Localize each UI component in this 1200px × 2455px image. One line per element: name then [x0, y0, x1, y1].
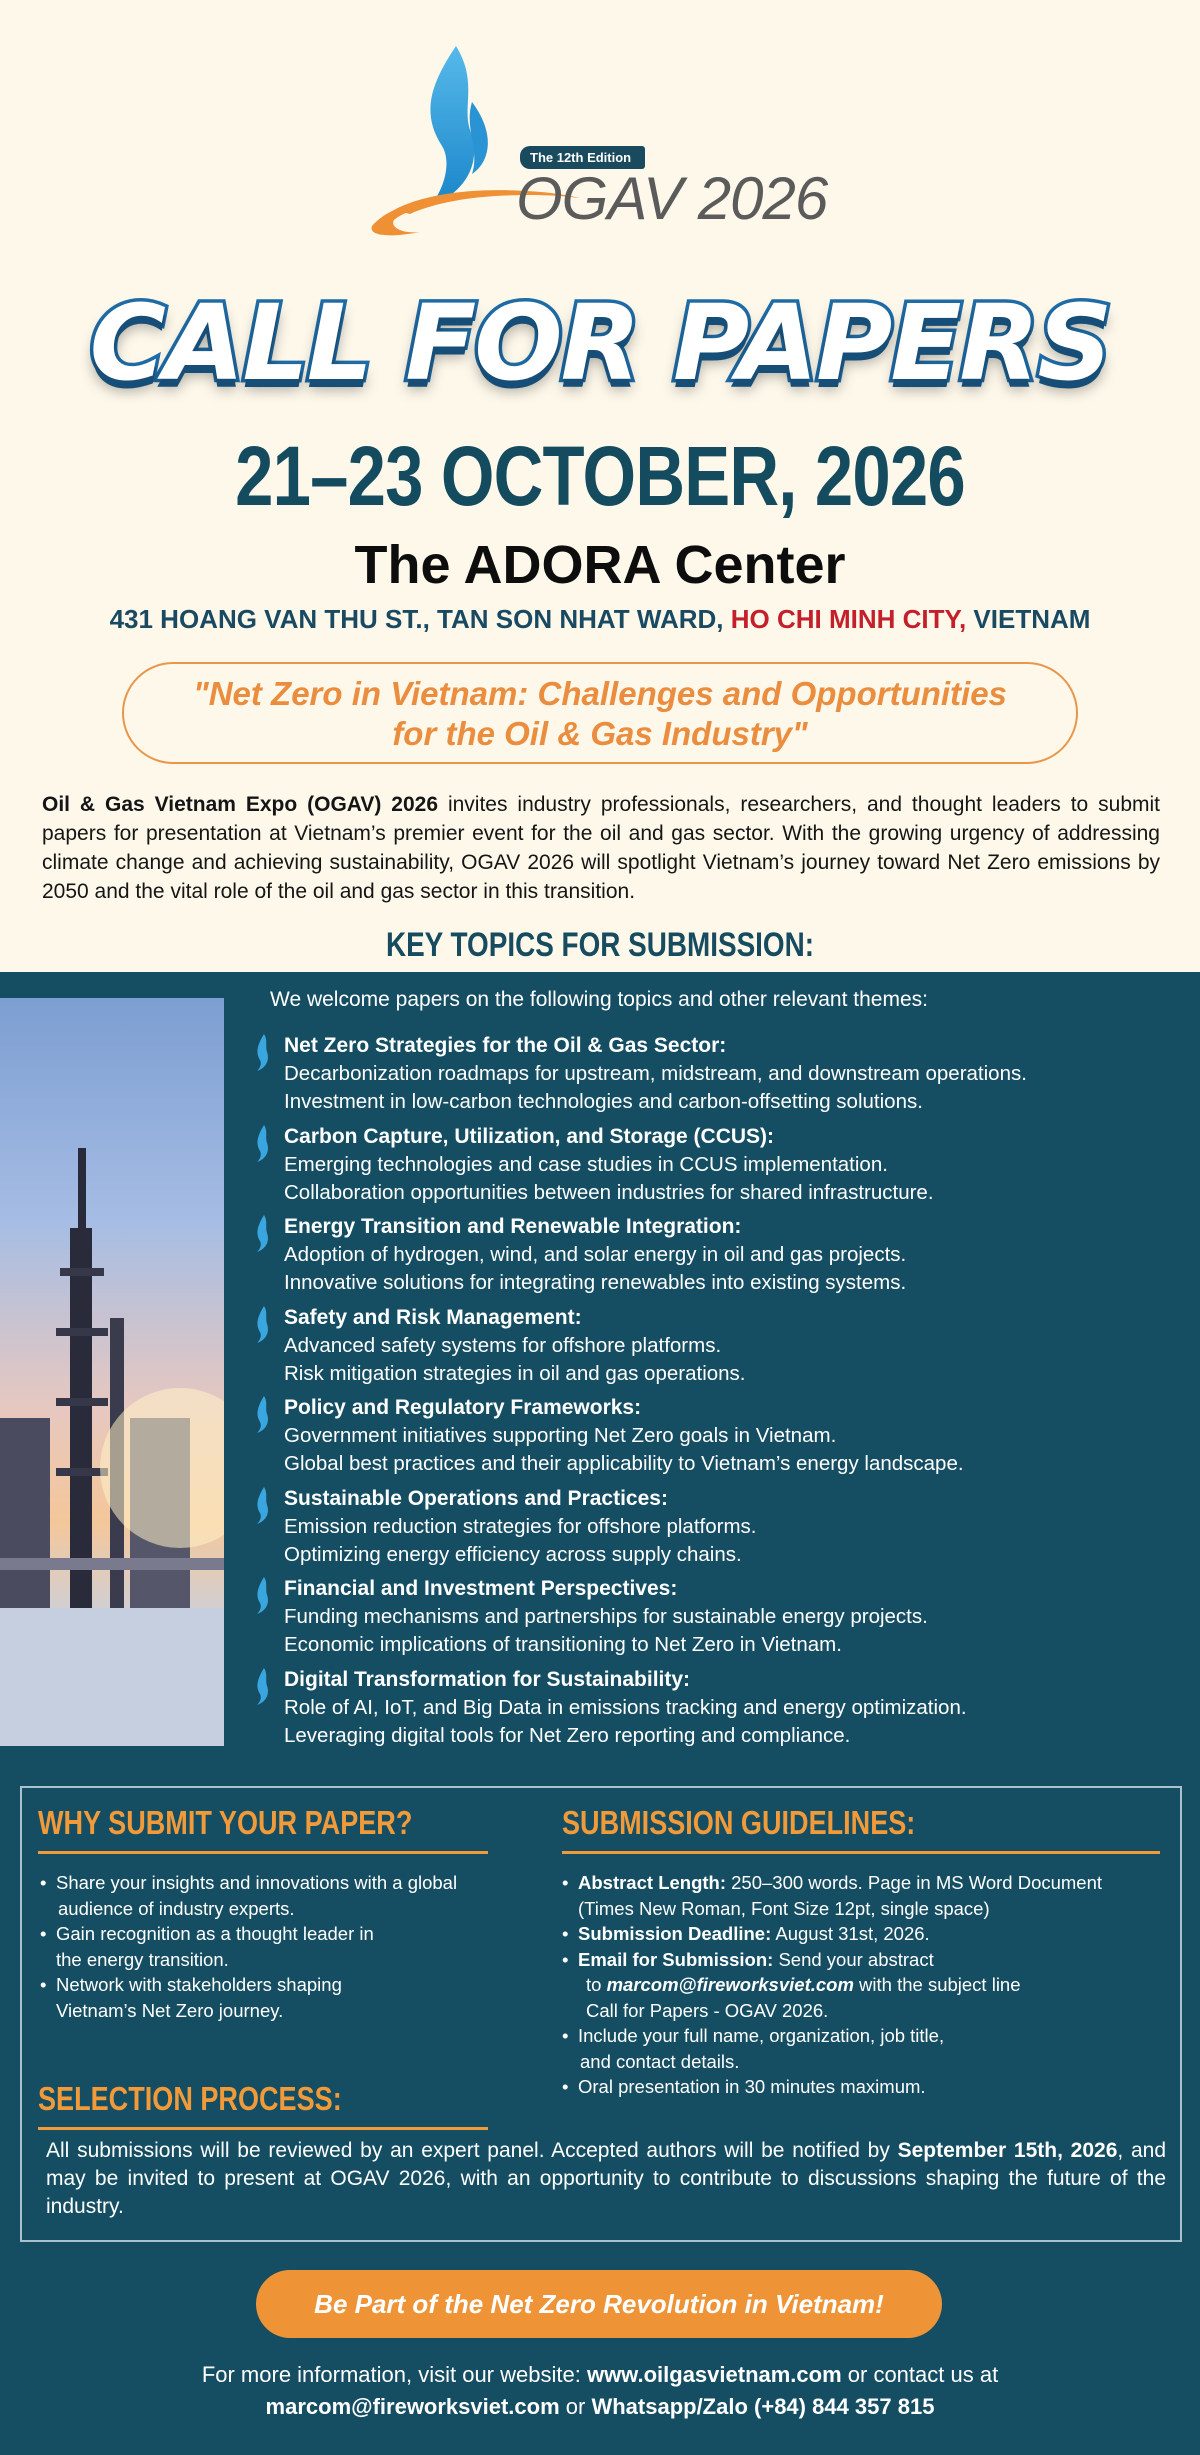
whatsapp-contact[interactable]: Whatsapp/Zalo (+84) 844 357 815 [591, 2394, 935, 2419]
topic-item [254, 1213, 1174, 1304]
address-street: 431 HOANG VAN THU ST., TAN SON NHAT WARD, [109, 604, 731, 634]
selection-title: SELECTION PROCESS: [38, 2080, 342, 2117]
topic-detail: Investment in low-carbon technologies and carbon-offsetting solutions. [284, 1090, 923, 1113]
contact-email-link[interactable]: marcom@fireworksviet.com [265, 2394, 560, 2419]
address-city: HO CHI MINH CITY, [730, 604, 967, 634]
theme-line-2: for the Oil & Gas Industry" [392, 715, 808, 752]
key-topics-title: KEY TOPICS FOR SUBMISSION: [385, 926, 815, 964]
flame-bullet-icon [254, 1668, 272, 1706]
flame-bullet-icon [254, 1306, 272, 1344]
why-submit-list [40, 1870, 510, 2023]
list-item: • Oral presentation in 30 minutes maximum. [562, 2074, 1174, 2100]
submission-email[interactable]: marcom@fireworksviet.com [606, 1974, 854, 1995]
topic-list [254, 1032, 1174, 1756]
footer-contact: For more information, visit our website: www.oilgasvietnam.com or contact us at marcom@fireworksviet.com or Whatsapp/Zalo (+84) 844 357 815 [201, 2362, 999, 2419]
intro-body: invites industry professionals, researchers, and thought leaders to submit papers for presentation at Vietnam’s premier event for the oil and gas sector. With the growing urgency of addressing climate change and achieving sustainability, OGAV 2026 will spotlight Vietnam’s journey toward Net Zero emissions by 2050 and the vital role of the oil and gas sector in this transition. [42, 793, 1160, 903]
topics-intro: We welcome papers on the following topics and other relevant themes: [270, 988, 928, 1011]
topic-title: Safety and Risk Management: [284, 1305, 582, 1329]
flame-bullet-icon [254, 1487, 272, 1525]
topic-detail: Emerging technologies and case studies in CCUS implementation. [284, 1152, 888, 1176]
topic-detail: Collaboration opportunities between industries for shared infrastructure. [284, 1180, 934, 1204]
topic-title: Sustainable Operations and Practices: [284, 1486, 668, 1510]
topic-item [254, 1394, 1174, 1485]
flame-bullet-icon [254, 1396, 272, 1434]
topic-item [254, 1666, 1174, 1757]
refinery-photo [0, 998, 224, 1746]
logo-name: OGAV 2026 [516, 165, 828, 232]
guidelines-list [562, 1870, 1174, 2100]
selection-paragraph: All submissions will be reviewed by an expert panel. Accepted authors will be notified by September 15th, 2026, and may be invited to present at OGAV 2026, with an opportunity to contribute to discussions shaping the future of the industry. [46, 2139, 1166, 2218]
edition-badge: The 12th Edition [520, 146, 645, 169]
topic-title: Digital Transformation for Sustainability: [284, 1667, 691, 1691]
flame-bullet-icon [254, 1215, 272, 1253]
topic-detail: Global best practices and their applicability to Vietnam’s energy landscape. [284, 1452, 964, 1475]
topic-detail: Government initiatives supporting Net Zero goals in Vietnam. [284, 1424, 837, 1447]
ogav-logo [360, 42, 840, 272]
topic-item [254, 1485, 1174, 1576]
guidelines-rule [562, 1851, 1160, 1854]
topic-detail: Economic implications of transitioning to Net Zero in Vietnam. [284, 1633, 842, 1656]
address-country: VIETNAM [966, 604, 1091, 634]
topic-title: Net Zero Strategies for the Oil & Gas Sector: [284, 1034, 727, 1057]
flame-bullet-icon [254, 1125, 272, 1163]
list-item: • Gain recognition as a thought leader in the energy transition. [40, 1921, 510, 1972]
topic-detail: Decarbonization roadmaps for upstream, midstream, and downstream operations. [284, 1062, 1027, 1085]
topic-detail: Funding mechanisms and partnerships for sustainable energy projects. [284, 1605, 928, 1628]
list-item: • Share your insights and innovations with a global audience of industry experts. [40, 1870, 510, 1921]
topic-item [254, 1032, 1174, 1123]
list-item: • Include your full name, organization, job title, and contact details. [562, 2023, 1174, 2074]
theme-pill [122, 662, 1078, 764]
list-item: • Abstract Length: 250–300 words. Page in MS Word Document (Times New Roman, Font Size 12pt, single space) [562, 1870, 1174, 1921]
website-link[interactable]: www.oilgasvietnam.com [586, 2362, 842, 2387]
list-item: • Email for Submission: Send your abstract to marcom@fireworksviet.com with the subject line Call for Papers - OGAV 2026. [562, 1947, 1174, 2024]
venue-address [0, 604, 1200, 635]
topic-detail: Emission reduction strategies for offshore platforms. [284, 1514, 757, 1538]
topic-detail: Adoption of hydrogen, wind, and solar energy in oil and gas projects. [284, 1243, 907, 1266]
topic-title: Energy Transition and Renewable Integration: [284, 1215, 742, 1238]
topic-title: Financial and Investment Perspectives: [284, 1577, 678, 1600]
selection-rule [38, 2127, 488, 2130]
topic-detail: Innovative solutions for integrating renewables into existing systems. [284, 1271, 907, 1294]
guidelines-title: SUBMISSION GUIDELINES: [562, 1804, 916, 1841]
topic-item [254, 1304, 1174, 1395]
topic-item [254, 1123, 1174, 1214]
why-submit-rule [38, 1851, 488, 1854]
intro-lead: Oil & Gas Vietnam Expo (OGAV) 2026 [42, 793, 439, 816]
cta-button[interactable]: Be Part of the Net Zero Revolution in Vietnam! [256, 2270, 942, 2338]
topic-detail: Optimizing energy efficiency across supply chains. [284, 1542, 742, 1566]
topic-detail: Leveraging digital tools for Net Zero reporting and compliance. [284, 1723, 851, 1747]
event-date: 21–23 OCTOBER, 2026 [235, 429, 965, 523]
call-for-papers-banner: CALL FOR PAPERS [89, 282, 1111, 404]
list-item: • Network with stakeholders shaping Vietnam’s Net Zero journey. [40, 1972, 510, 2023]
topic-item [254, 1575, 1174, 1666]
theme-line-1: "Net Zero in Vietnam: Challenges and Opportunities [193, 675, 1007, 712]
topic-detail: Risk mitigation strategies in oil and gas operations. [284, 1361, 746, 1385]
why-submit-title: WHY SUBMIT YOUR PAPER? [38, 1804, 413, 1841]
topic-detail: Role of AI, IoT, and Big Data in emissions tracking and energy optimization. [284, 1695, 967, 1719]
flame-bullet-icon [254, 1577, 272, 1615]
topic-detail: Advanced safety systems for offshore platforms. [284, 1333, 722, 1357]
topic-title: Carbon Capture, Utilization, and Storage (CCUS): [284, 1124, 775, 1148]
flame-bullet-icon [254, 1034, 272, 1072]
venue-name: The ADORA Center [354, 535, 846, 595]
intro-paragraph [42, 790, 1160, 906]
topic-title: Policy and Regulatory Frameworks: [284, 1396, 642, 1419]
list-item: • Submission Deadline: August 31st, 2026. [562, 1921, 1174, 1947]
